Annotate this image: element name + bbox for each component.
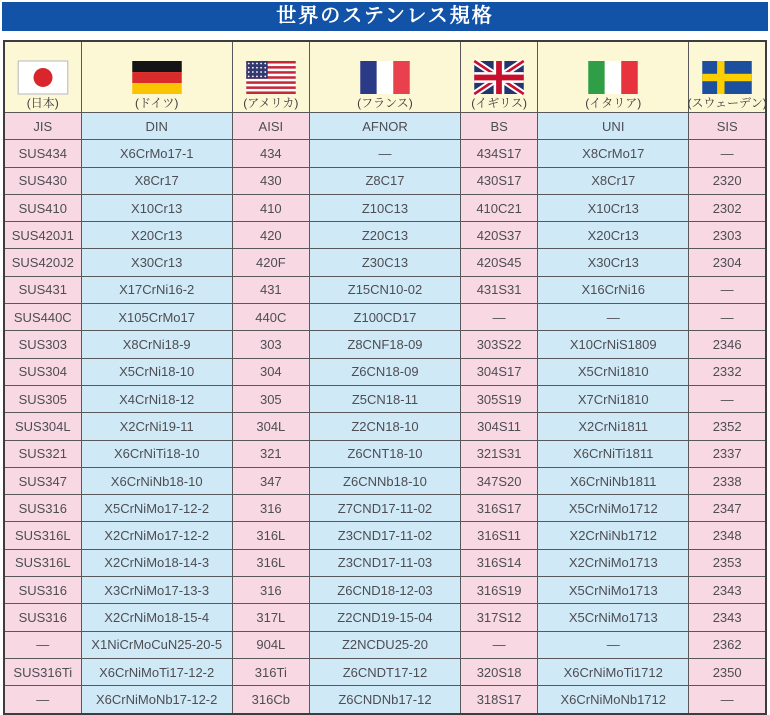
table-row [4, 413, 766, 440]
grade-cell: 304S17 [461, 358, 538, 385]
country-header-cell [232, 41, 309, 113]
grade-cell: 316S11 [461, 522, 538, 549]
table-row [4, 385, 766, 412]
grade-cell: X5CrNiMo1713 [538, 577, 689, 604]
japan-flag-icon [18, 61, 68, 94]
country-label: (スウェーデン) [687, 96, 767, 110]
standard-name-cell: AFNOR [309, 113, 460, 140]
grade-cell: 431 [232, 276, 309, 303]
flag-header-row [4, 41, 766, 113]
grade-cell: — [689, 140, 766, 167]
grade-cell: 316S19 [461, 577, 538, 604]
grade-cell: 2304 [689, 249, 766, 276]
standard-name-row [4, 113, 766, 140]
grade-cell: 317L [232, 604, 309, 631]
grade-cell: Z3CND17-11-02 [309, 522, 460, 549]
grade-cell: SUS304 [4, 358, 81, 385]
country-header-cell [538, 41, 689, 113]
grade-cell: SUS305 [4, 385, 81, 412]
grade-cell: SUS316L [4, 522, 81, 549]
grade-cell: X5CrNiMo1713 [538, 604, 689, 631]
grade-cell: 305S19 [461, 385, 538, 412]
grade-cell: 410C21 [461, 194, 538, 221]
grade-cell: 2332 [689, 358, 766, 385]
grade-cell: Z20C13 [309, 222, 460, 249]
grade-cell: 304L [232, 413, 309, 440]
grade-cell: 2352 [689, 413, 766, 440]
standard-name-cell: JIS [4, 113, 81, 140]
grade-cell: X2CrNiMo18-14-3 [81, 549, 232, 576]
grade-cell: 434 [232, 140, 309, 167]
table-row [4, 440, 766, 467]
grade-cell: X20Cr13 [81, 222, 232, 249]
grade-cell: X6CrMo17-1 [81, 140, 232, 167]
grade-cell: Z5CN18-11 [309, 385, 460, 412]
table-row [4, 358, 766, 385]
grade-cell: SUS420J1 [4, 222, 81, 249]
grade-cell: 321 [232, 440, 309, 467]
grade-cell: 303S22 [461, 331, 538, 358]
grade-cell: SUS431 [4, 276, 81, 303]
grade-cell: X7CrNi1810 [538, 385, 689, 412]
grade-cell: 2337 [689, 440, 766, 467]
grade-cell: 347 [232, 467, 309, 494]
table-row [4, 194, 766, 221]
table-row [4, 658, 766, 685]
grade-cell: — [689, 304, 766, 331]
grade-cell: X6CrNiTi18-10 [81, 440, 232, 467]
country-header-cell [4, 41, 81, 113]
grade-cell: SUS430 [4, 167, 81, 194]
grade-cell: X10Cr13 [81, 194, 232, 221]
grade-cell: X8Cr17 [538, 167, 689, 194]
grade-cell: X5CrNi18-10 [81, 358, 232, 385]
grade-cell: — [689, 686, 766, 714]
grade-cell: SUS440C [4, 304, 81, 331]
grade-cell: X2CrNi1811 [538, 413, 689, 440]
grade-cell: Z2CN18-10 [309, 413, 460, 440]
grade-cell: 304S11 [461, 413, 538, 440]
table-row [4, 522, 766, 549]
grade-cell: 316Cb [232, 686, 309, 714]
grade-cell: Z2NCDU25-20 [309, 631, 460, 658]
grade-cell: X3CrNiMo17-13-3 [81, 577, 232, 604]
country-label: (イタリア) [585, 96, 642, 110]
grade-cell: 316L [232, 522, 309, 549]
grade-cell: Z8CNF18-09 [309, 331, 460, 358]
grade-cell: X6CrNiMoTi1712 [538, 658, 689, 685]
grade-cell: — [538, 304, 689, 331]
table-row [4, 304, 766, 331]
grade-cell: 316 [232, 577, 309, 604]
grade-cell: X105CrMo17 [81, 304, 232, 331]
country-header-cell [689, 41, 766, 113]
grade-cell: 2350 [689, 658, 766, 685]
grade-cell: SUS304L [4, 413, 81, 440]
grade-cell: 303 [232, 331, 309, 358]
grade-cell: SUS303 [4, 331, 81, 358]
grade-cell: X16CrNi16 [538, 276, 689, 303]
grade-cell: X2CrNiNb1712 [538, 522, 689, 549]
grade-cell: SUS410 [4, 194, 81, 221]
standards-table [3, 40, 767, 715]
germany-flag-icon [132, 61, 182, 94]
table-row [4, 467, 766, 494]
standard-name-cell: UNI [538, 113, 689, 140]
grade-cell: 420 [232, 222, 309, 249]
grade-cell: Z6CNT18-10 [309, 440, 460, 467]
grade-cell: 434S17 [461, 140, 538, 167]
country-label: (ドイツ) [134, 96, 179, 110]
grade-cell: Z6CNDNb17-12 [309, 686, 460, 714]
table-row [4, 167, 766, 194]
grade-cell: — [461, 304, 538, 331]
grade-cell: SUS316L [4, 549, 81, 576]
grade-cell: 440C [232, 304, 309, 331]
grade-cell: — [4, 686, 81, 714]
table-row [4, 577, 766, 604]
grade-cell: 2346 [689, 331, 766, 358]
grade-cell: 317S12 [461, 604, 538, 631]
grade-cell: X4CrNi18-12 [81, 385, 232, 412]
grade-cell: 347S20 [461, 467, 538, 494]
usa-flag-icon [246, 61, 296, 94]
table-row [4, 222, 766, 249]
grade-cell: X2CrNiMo1713 [538, 549, 689, 576]
standard-name-cell: BS [461, 113, 538, 140]
grade-cell: 430S17 [461, 167, 538, 194]
page [0, 2, 770, 715]
grade-cell: 305 [232, 385, 309, 412]
table-row [4, 604, 766, 631]
grade-cell: 2338 [689, 467, 766, 494]
grade-cell: X17CrNi16-2 [81, 276, 232, 303]
grade-cell: X5CrNi1810 [538, 358, 689, 385]
grade-cell: Z2CND19-15-04 [309, 604, 460, 631]
table-row [4, 140, 766, 167]
grade-cell: 304 [232, 358, 309, 385]
grade-cell: SUS434 [4, 140, 81, 167]
grade-cell: 410 [232, 194, 309, 221]
table-row [4, 549, 766, 576]
grade-cell: SUS420J2 [4, 249, 81, 276]
grade-cell: X5CrNiMo17-12-2 [81, 495, 232, 522]
grade-cell: Z6CNDT17-12 [309, 658, 460, 685]
country-label: (アメリカ) [243, 96, 299, 110]
grade-cell: 318S17 [461, 686, 538, 714]
grade-cell: X6CrNiTi1811 [538, 440, 689, 467]
grade-cell: — [309, 140, 460, 167]
grade-cell: SUS316 [4, 604, 81, 631]
grade-cell: Z30C13 [309, 249, 460, 276]
grade-cell: 316L [232, 549, 309, 576]
table-row [4, 331, 766, 358]
grade-cell: — [461, 631, 538, 658]
country-label: (イギリス) [471, 96, 527, 110]
grade-cell: 2362 [689, 631, 766, 658]
grade-cell: SUS321 [4, 440, 81, 467]
grade-cell: X1NiCrMoCuN25-20-5 [81, 631, 232, 658]
grade-cell: SUS316 [4, 577, 81, 604]
grade-cell: 2303 [689, 222, 766, 249]
grade-cell: 316S14 [461, 549, 538, 576]
standard-name-cell: DIN [81, 113, 232, 140]
grade-cell: X20Cr13 [538, 222, 689, 249]
grade-cell: 904L [232, 631, 309, 658]
country-header-cell [461, 41, 538, 113]
grade-cell: 431S31 [461, 276, 538, 303]
grade-cell: Z100CD17 [309, 304, 460, 331]
table-row [4, 249, 766, 276]
grade-cell: SUS316 [4, 495, 81, 522]
grade-cell: 316Ti [232, 658, 309, 685]
page-title: 世界のステンレス規格 [2, 2, 768, 31]
grade-cell: X5CrNiMo1712 [538, 495, 689, 522]
grade-cell: 2348 [689, 522, 766, 549]
country-header-cell [81, 41, 232, 113]
table-row [4, 276, 766, 303]
grade-cell: 2343 [689, 604, 766, 631]
grade-cell: X6CrNiMoNb17-12-2 [81, 686, 232, 714]
grade-cell: X10Cr13 [538, 194, 689, 221]
grade-cell: Z6CNNb18-10 [309, 467, 460, 494]
grade-cell: X8Cr17 [81, 167, 232, 194]
grade-cell: 321S31 [461, 440, 538, 467]
grade-cell: X2CrNiMo18-15-4 [81, 604, 232, 631]
grade-cell: Z15CN10-02 [309, 276, 460, 303]
country-header-cell [309, 41, 460, 113]
grade-cell: 420S45 [461, 249, 538, 276]
grade-cell: X6CrNiMoNb1712 [538, 686, 689, 714]
grade-cell: X30Cr13 [81, 249, 232, 276]
grade-cell: X6CrNiNb1811 [538, 467, 689, 494]
grade-cell: X2CrNiMo17-12-2 [81, 522, 232, 549]
sweden-flag-icon [702, 61, 752, 94]
grade-cell: 2347 [689, 495, 766, 522]
table-row [4, 686, 766, 714]
grade-cell: 316S17 [461, 495, 538, 522]
grade-cell: X6CrNiNb18-10 [81, 467, 232, 494]
grade-cell: X8CrNi18-9 [81, 331, 232, 358]
grade-cell: Z6CND18-12-03 [309, 577, 460, 604]
grade-cell: Z3CND17-11-03 [309, 549, 460, 576]
grade-cell: Z6CN18-09 [309, 358, 460, 385]
grade-cell: X10CrNiS1809 [538, 331, 689, 358]
country-label: (フランス) [357, 96, 413, 110]
grade-cell: 2320 [689, 167, 766, 194]
grade-cell: — [538, 631, 689, 658]
grade-cell: 320S18 [461, 658, 538, 685]
grade-cell: X6CrNiMoTi17-12-2 [81, 658, 232, 685]
grade-cell: X8CrMo17 [538, 140, 689, 167]
grade-cell: 420S37 [461, 222, 538, 249]
grade-cell: 430 [232, 167, 309, 194]
standard-name-cell: SIS [689, 113, 766, 140]
grade-cell: 2353 [689, 549, 766, 576]
grade-cell: — [4, 631, 81, 658]
table-row [4, 631, 766, 658]
grade-cell: 2302 [689, 194, 766, 221]
france-flag-icon [360, 61, 410, 94]
grade-cell: 2343 [689, 577, 766, 604]
grade-cell: — [689, 276, 766, 303]
grade-cell: Z7CND17-11-02 [309, 495, 460, 522]
grade-cell: SUS316Ti [4, 658, 81, 685]
table-row [4, 495, 766, 522]
grade-cell: X2CrNi19-11 [81, 413, 232, 440]
grade-cell: Z8C17 [309, 167, 460, 194]
italy-flag-icon [588, 61, 638, 94]
grade-cell: 316 [232, 495, 309, 522]
grade-cell: Z10C13 [309, 194, 460, 221]
grade-cell: 420F [232, 249, 309, 276]
country-label: (日本) [26, 96, 59, 110]
standard-name-cell: AISI [232, 113, 309, 140]
uk-flag-icon [474, 61, 524, 94]
grade-cell: SUS347 [4, 467, 81, 494]
grade-cell: — [689, 385, 766, 412]
grade-cell: X30Cr13 [538, 249, 689, 276]
